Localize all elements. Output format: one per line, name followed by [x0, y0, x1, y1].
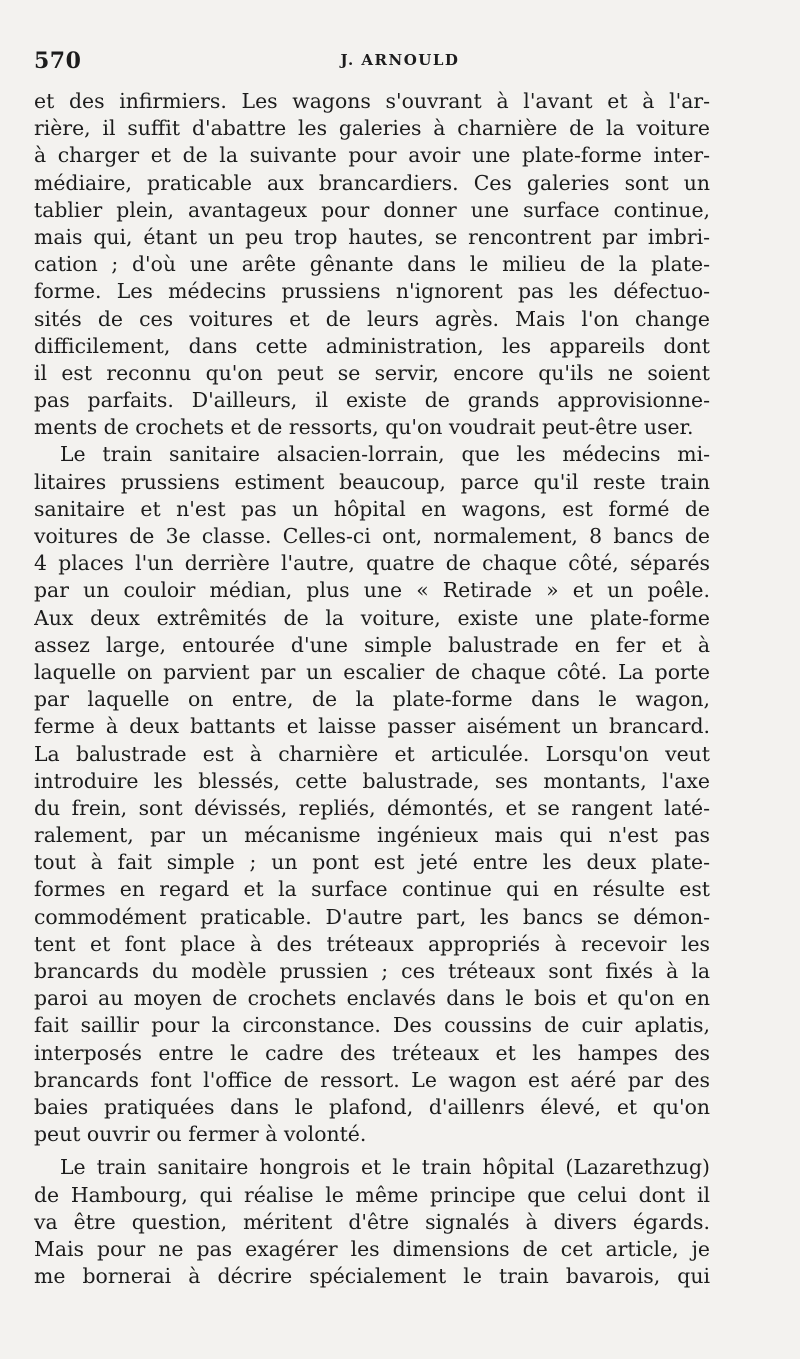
- text-line: tent et font place à des tréteaux appropriés à recevoir les: [34, 931, 710, 956]
- text-line: litaires prussiens estiment beaucoup, parce qu'il reste train: [34, 469, 710, 494]
- text-line: fait saillir pour la circonstance. Des coussins de cuir aplatis,: [34, 1013, 710, 1038]
- text-line: rière, il suffit d'abattre les galeries à charnière de la voiture: [34, 116, 710, 141]
- paragraph: [34, 1154, 710, 1290]
- text-line: tout à fait simple ; un pont est jeté entre les deux plate-: [34, 850, 710, 875]
- paragraph: [34, 88, 710, 441]
- text-line: formes en regard et la surface continue qui en résulte est: [34, 877, 710, 902]
- text-line: tablier plein, avantageux pour donner une surface continue,: [34, 197, 710, 222]
- text-line: me bornerai à décrire spécialement le train bavarois, qui: [34, 1264, 710, 1289]
- body-text: [34, 88, 710, 1290]
- text-line: du frein, sont dévissés, repliés, démontés, et se rangent laté-: [34, 795, 710, 820]
- paragraph: [34, 441, 710, 1148]
- running-head-author: J. ARNOULD: [340, 51, 460, 69]
- page-number: 570: [34, 48, 82, 74]
- text-line: 4 places l'un derrière l'autre, quatre de chaque côté, séparés: [34, 551, 710, 576]
- page-header: [34, 48, 766, 80]
- text-line: va être question, méritent d'être signalés à divers égards.: [34, 1209, 710, 1234]
- text-line: peut ouvrir ou fermer à volonté.: [34, 1122, 367, 1147]
- text-line: mais qui, étant un peu trop hautes, se rencontrent par imbri-: [34, 224, 710, 249]
- text-line: ferme à deux battants et laisse passer aisément un brancard.: [34, 714, 710, 739]
- text-line: forme. Les médecins prussiens n'ignorent pas les défectuo-: [34, 279, 710, 304]
- text-line: il est reconnu qu'on peut se servir, encore qu'ils ne soient: [34, 360, 710, 385]
- text-line: à charger et de la suivante pour avoir une plate-forme inter-: [34, 143, 710, 168]
- text-line: Le train sanitaire alsacien-lorrain, que les médecins mi-: [60, 442, 710, 467]
- text-line: sanitaire et n'est pas un hôpital en wagons, est formé de: [34, 496, 710, 521]
- text-line: interposés entre le cadre des tréteaux et les hampes des: [34, 1040, 710, 1065]
- text-line: paroi au moyen de crochets enclavés dans le bois et qu'on en: [34, 986, 710, 1011]
- text-line: La balustrade est à charnière et articulée. Lorsqu'on veut: [34, 741, 710, 766]
- text-line: commodément praticable. D'autre part, les bancs se démon-: [34, 904, 710, 929]
- text-line: introduire les blessés, cette balustrade, ses montants, l'axe: [34, 768, 710, 793]
- text-line: par un couloir médian, plus une « Retirade » et un poêle.: [34, 578, 710, 603]
- text-line: sités de ces voitures et de leurs agrès. Mais l'on change: [34, 306, 710, 331]
- text-line: cation ; d'où une arête gênante dans le milieu de la plate-: [34, 252, 710, 277]
- text-line: laquelle on parvient par un escalier de chaque côté. La porte: [34, 659, 710, 684]
- text-line: par laquelle on entre, de la plate-forme dans le wagon,: [34, 687, 710, 712]
- text-line: pas parfaits. D'ailleurs, il existe de grands approvisionne-: [34, 388, 710, 413]
- text-line: difficilement, dans cette administration, les appareils dont: [34, 333, 710, 358]
- text-line: de Hambourg, qui réalise le même principe que celui dont il: [34, 1182, 710, 1207]
- text-line: et des infirmiers. Les wagons s'ouvrant à l'avant et à l'ar-: [34, 89, 710, 113]
- text-line: Le train sanitaire hongrois et le train hôpital (Lazarethzug): [60, 1155, 710, 1180]
- text-line: brancards font l'office de ressort. Le wagon est aéré par des: [34, 1067, 710, 1092]
- text-line: brancards du modèle prussien ; ces tréteaux sont fixés à la: [34, 959, 710, 983]
- text-line: médiaire, praticable aux brancardiers. Ces galeries sont un: [34, 170, 710, 195]
- text-line: baies pratiquées dans le plafond, d'aillenrs élevé, et qu'on: [34, 1094, 710, 1119]
- text-line: Mais pour ne pas exagérer les dimensions de cet article, je: [34, 1236, 710, 1261]
- text-line: assez large, entourée d'une simple balustrade en fer et à: [34, 632, 710, 657]
- text-line: ralement, par un mécanisme ingénieux mais qui n'est pas: [34, 823, 710, 848]
- text-line: ments de crochets et de ressorts, qu'on voudrait peut-être user.: [34, 415, 694, 440]
- text-line: voitures de 3e classe. Celles-ci ont, normalement, 8 bancs de: [34, 524, 710, 548]
- text-line: Aux deux extrêmités de la voiture, existe une plate-forme: [34, 605, 710, 630]
